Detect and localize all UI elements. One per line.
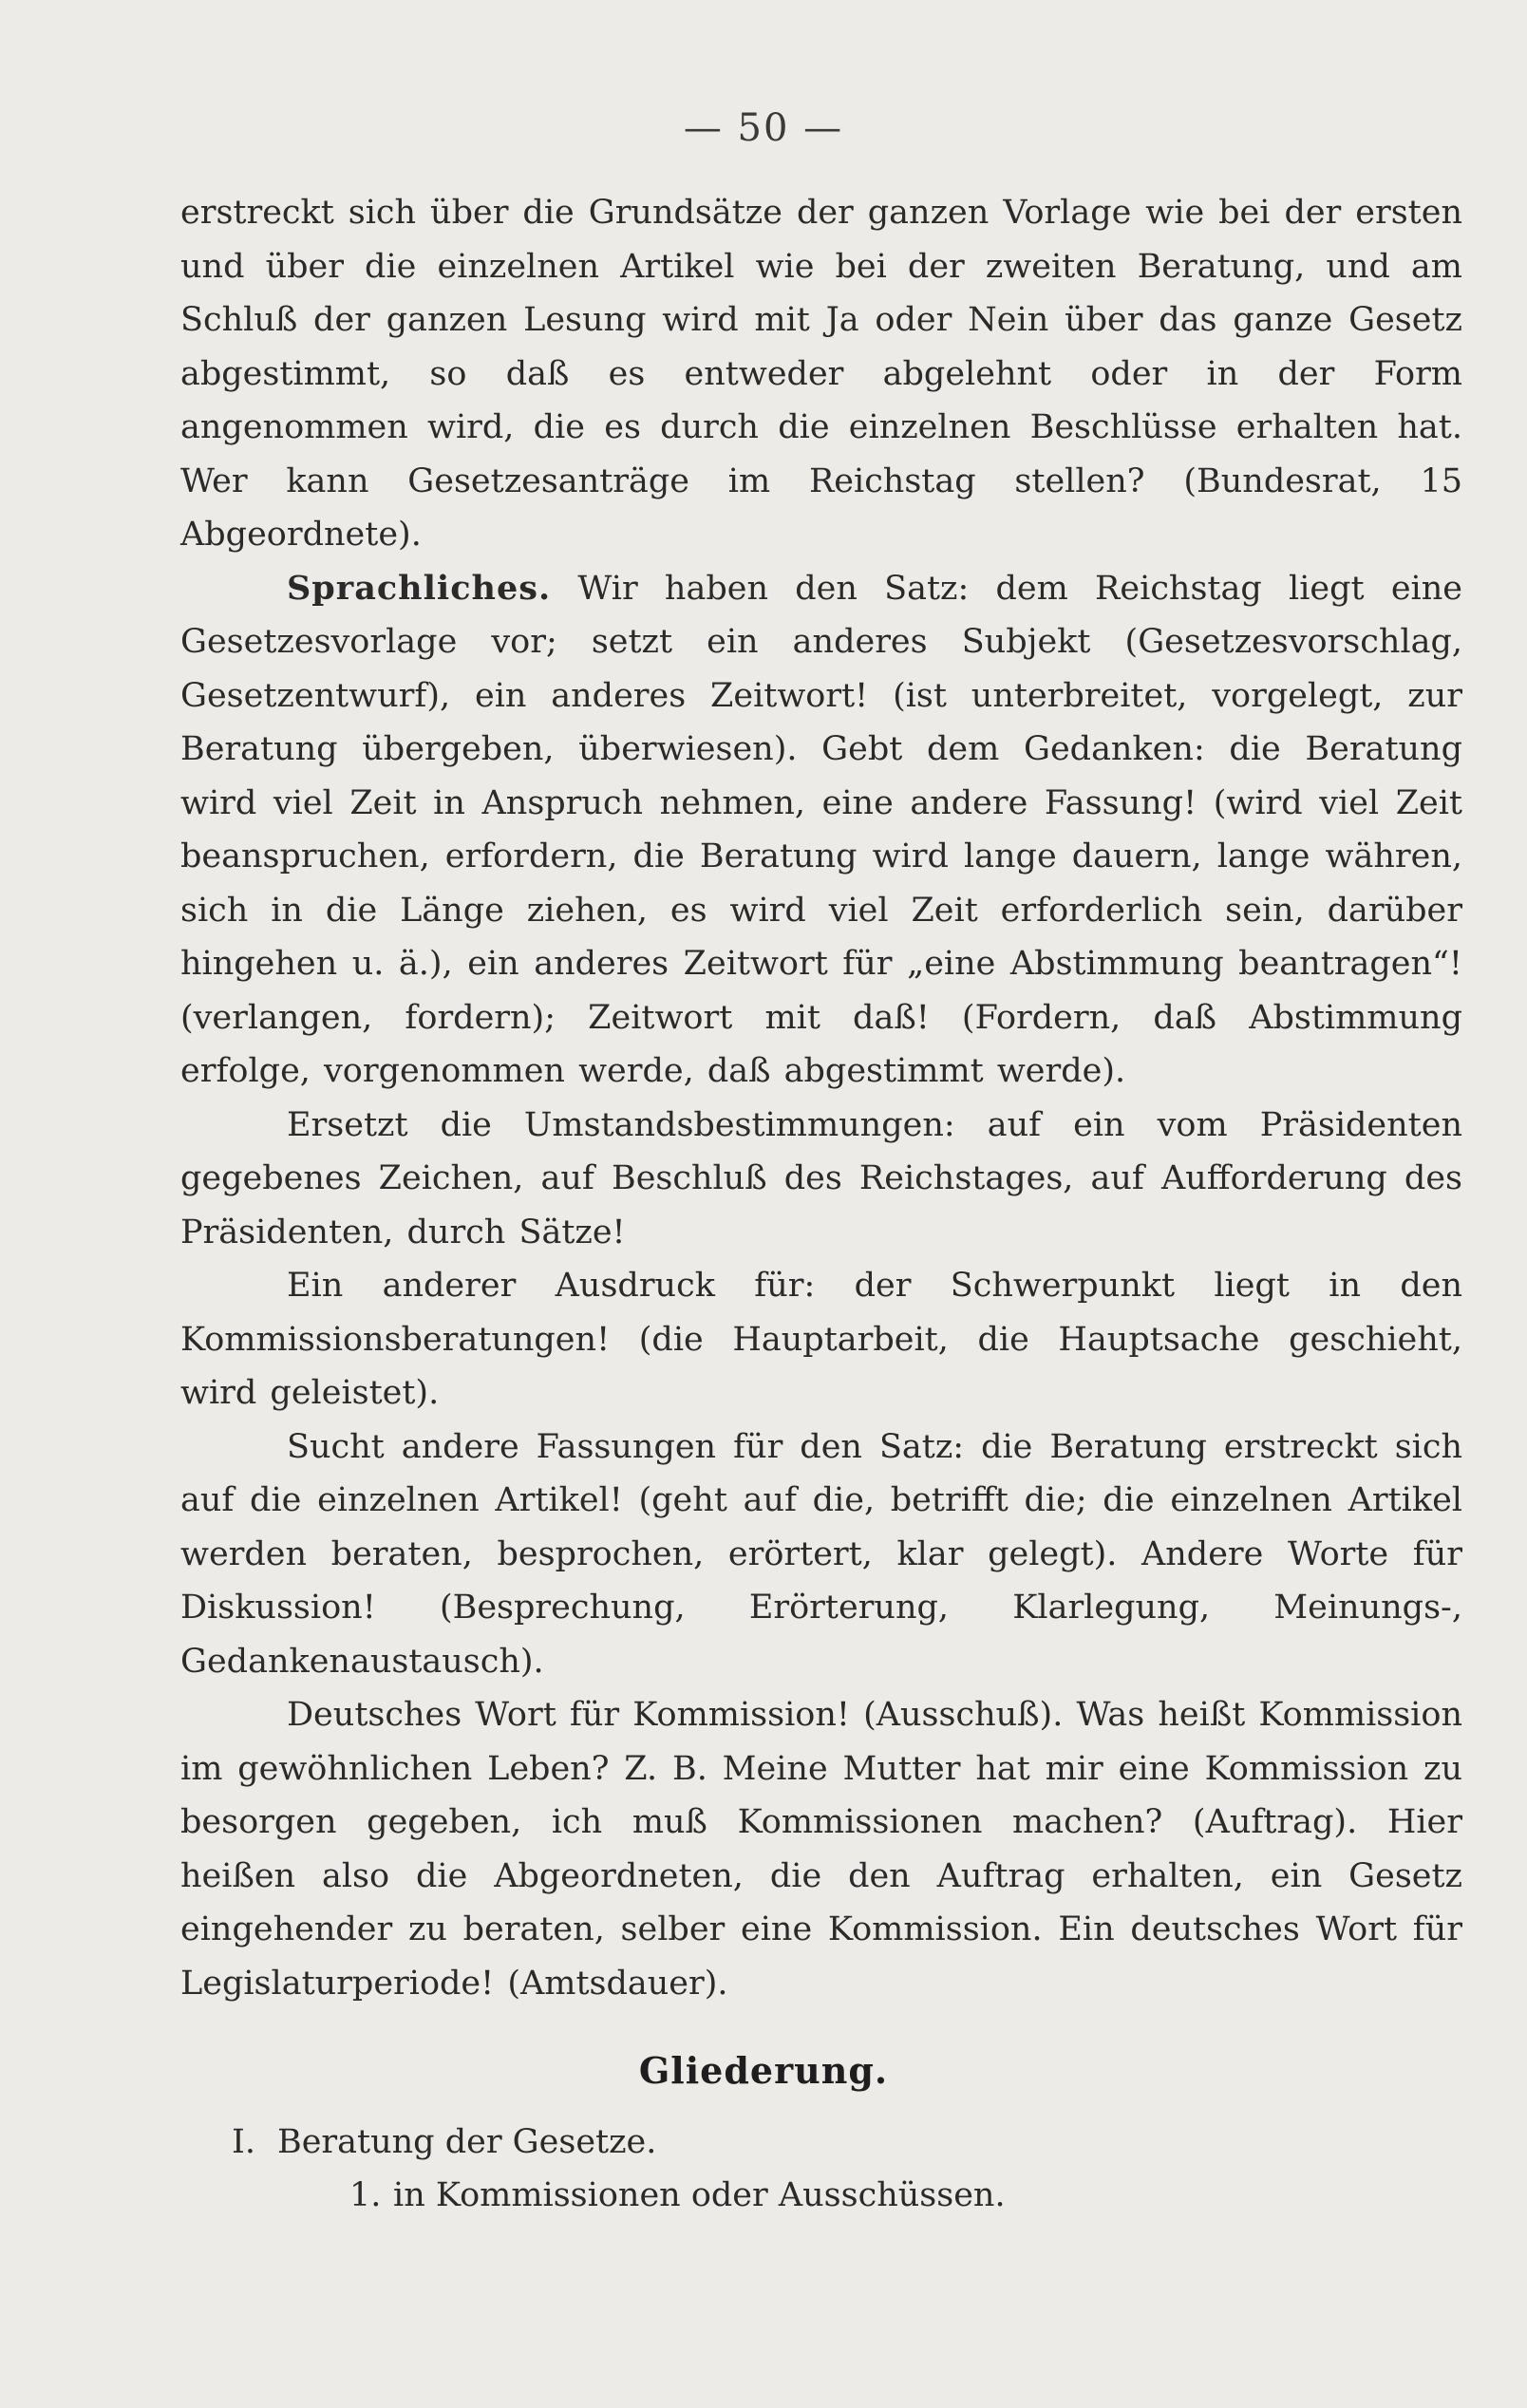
paragraph-text: Sucht andere Fassungen für den Satz: die Beratung erstreckt sich auf die einzelnen Artikel! (geht auf die, betrifft die; die einzelnen Artikel werden beraten, besprochen, erörtert, klar gelegt). Andere Worte für Diskussion! (Besprechung, Erörterung, Klarlegung, Meinungs-, Gedankenaustausch). — [180, 1427, 1462, 1681]
paragraph — [180, 1688, 1462, 2010]
body-text — [180, 186, 1462, 2010]
paragraph-text: erstreckt sich über die Grundsätze der ganzen Vorlage wie bei der ersten und über die einzelnen Artikel wie bei der zweiten Beratung, und am Schluß der ganzen Lesung wird mit Ja oder Nein über das ganze Gesetz abgestimmt, so daß es entweder abgelehnt oder in der Form angenommen wird, die es durch die einzelnen Beschlüsse erhalten hat. Wer kann Gesetzesanträge im Reichstag stellen? (Bundesrat, 15 Abgeordnete). — [180, 194, 1462, 554]
outline-item-level-2 — [349, 2169, 1006, 2222]
outline-label: Beratung der Gesetze. — [277, 2123, 657, 2161]
paragraph-text: Wir haben den Satz: dem Reichstag liegt eine Gesetzesvorlage vor; setzt ein anderes Subjekt (Gesetzesvorschlag, Gesetzentwurf), ein anderes Zeitwort! (ist unterbreitet, vorgelegt, zur Beratung übergeben, überwiesen). Gebt dem Gedanken: die Beratung wird viel Zeit in Anspruch nehmen, eine andere Fassung! (wird viel Zeit beanspruchen, erfordern, die Beratung wird lange dauern, lange währen, sich in die Länge ziehen, es wird viel Zeit erforderlich sein, darüber hingehen u. ä.), ein anderes Zeitwort für „eine Abstimmung beantragen“! (verlangen, fordern); Zeitwort mit daß! (Fordern, daß Abstimmung erfolge, vorgenommen werde, daß abgestimmt werde). — [180, 569, 1462, 1090]
outline-number: I. — [232, 2123, 255, 2161]
paragraph-text: Ersetzt die Umstandsbestimmungen: auf ein vom Präsidenten gegebenes Zeichen, auf Beschluß des Reichstages, auf Aufforderung des Präsidenten, durch Sätze! — [180, 1105, 1462, 1251]
paragraph — [180, 1420, 1462, 1689]
paragraph-text: Deutsches Wort für Kommission! (Ausschuß). Was heißt Kommission im gewöhnlichen Leben? Z. B. Meine Mutter hat mir eine Kommission zu besorgen gegeben, ich muß Kommissionen machen? (Auftrag). Hier heißen also die Abgeordneten, die den Auftrag erhalten, ein Gesetz eingehender zu beraten, selber eine Kommission. Ein deutsches Wort für Legislaturperiode! (Amtsdauer). — [180, 1696, 1462, 2003]
paragraph-text: Ein anderer Ausdruck für: der Schwerpunkt liegt in den Kommissionsberatungen! (die Hauptarbeit, die Hauptsache geschieht, wird geleistet). — [180, 1267, 1462, 1412]
paragraph — [180, 1259, 1462, 1420]
paragraph — [180, 1099, 1462, 1260]
inline-heading: Sprachliches. — [287, 568, 552, 608]
outline-number: 1. — [349, 2176, 382, 2214]
section-heading: Gliederung. — [638, 2049, 889, 2092]
outline-item-level-1 — [232, 2116, 656, 2169]
paragraph — [180, 562, 1462, 1099]
outline-label: in Kommissionen oder Ausschüssen. — [393, 2176, 1006, 2214]
paragraph — [180, 186, 1462, 562]
page-number: — 50 — — [683, 106, 844, 150]
